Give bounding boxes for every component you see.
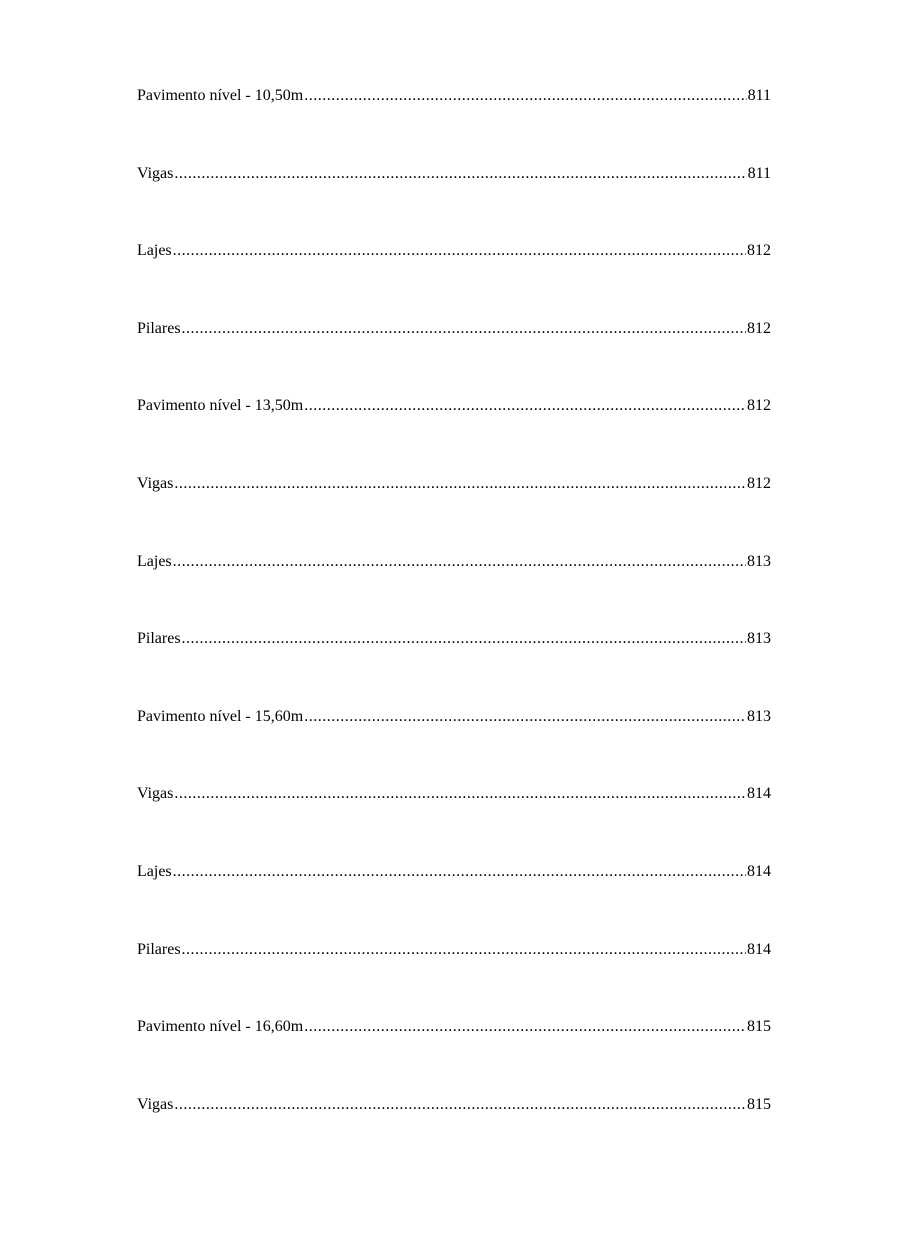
toc-entry[interactable] [137,84,771,162]
toc-entry-page-number: 812 [747,242,771,260]
table-of-contents [137,84,771,1170]
toc-dot-leader [174,782,746,806]
toc-dot-leader [174,472,746,496]
toc-dot-leader [304,705,746,729]
toc-entry[interactable] [137,472,771,550]
toc-entry-page-number: 811 [747,87,771,104]
toc-entry-label: Pilares [137,940,181,958]
toc-dot-leader [304,394,746,418]
toc-entry-label: Pavimento nível - 10,50m [137,87,304,104]
toc-dot-leader [173,550,746,574]
toc-dot-leader [174,162,746,186]
toc-entry-page-number: 812 [747,397,771,415]
toc-entry[interactable] [137,1093,771,1171]
toc-entry-label: Lajes [137,242,172,260]
toc-entry[interactable] [137,550,771,628]
toc-entry-label: Lajes [137,862,172,880]
toc-entry-page-number: 814 [747,940,771,958]
toc-entry-label: Vigas [137,785,174,803]
toc-entry-label: Pilares [137,630,181,648]
toc-entry-page-number: 812 [747,319,771,337]
toc-entry[interactable] [137,627,771,705]
toc-entry[interactable] [137,782,771,860]
toc-entry[interactable] [137,1015,771,1093]
toc-entry-label: Vigas [137,474,174,492]
toc-entry-label: Pilares [137,319,181,337]
toc-entry[interactable] [137,938,771,1016]
toc-dot-leader [304,1015,746,1039]
toc-entry-page-number: 814 [747,785,771,803]
toc-entry-label: Pavimento nível - 16,60m [137,1018,304,1036]
toc-entry[interactable] [137,705,771,783]
toc-dot-leader [182,938,746,962]
toc-entry-page-number: 813 [747,552,771,570]
toc-entry-label: Vigas [137,1095,174,1113]
toc-entry-page-number: 812 [747,474,771,492]
toc-dot-leader [173,860,746,884]
toc-dot-leader [173,239,746,263]
toc-entry[interactable] [137,394,771,472]
toc-entry[interactable] [137,162,771,240]
toc-entry[interactable] [137,860,771,938]
toc-dot-leader [304,84,746,108]
toc-entry-page-number: 814 [747,862,771,880]
toc-entry-label: Lajes [137,552,172,570]
toc-entry-label: Pavimento nível - 13,50m [137,397,304,415]
toc-entry-page-number: 815 [747,1095,771,1113]
toc-entry-page-number: 813 [747,630,771,648]
toc-dot-leader [182,317,746,341]
toc-dot-leader [174,1093,746,1117]
toc-entry-label: Pavimento nível - 15,60m [137,707,304,725]
toc-dot-leader [182,627,746,651]
toc-entry-label: Vigas [137,164,174,182]
toc-entry-page-number: 811 [747,164,771,182]
toc-entry[interactable] [137,239,771,317]
toc-entry-page-number: 813 [747,707,771,725]
toc-entry[interactable] [137,317,771,395]
toc-entry-page-number: 815 [747,1018,771,1036]
